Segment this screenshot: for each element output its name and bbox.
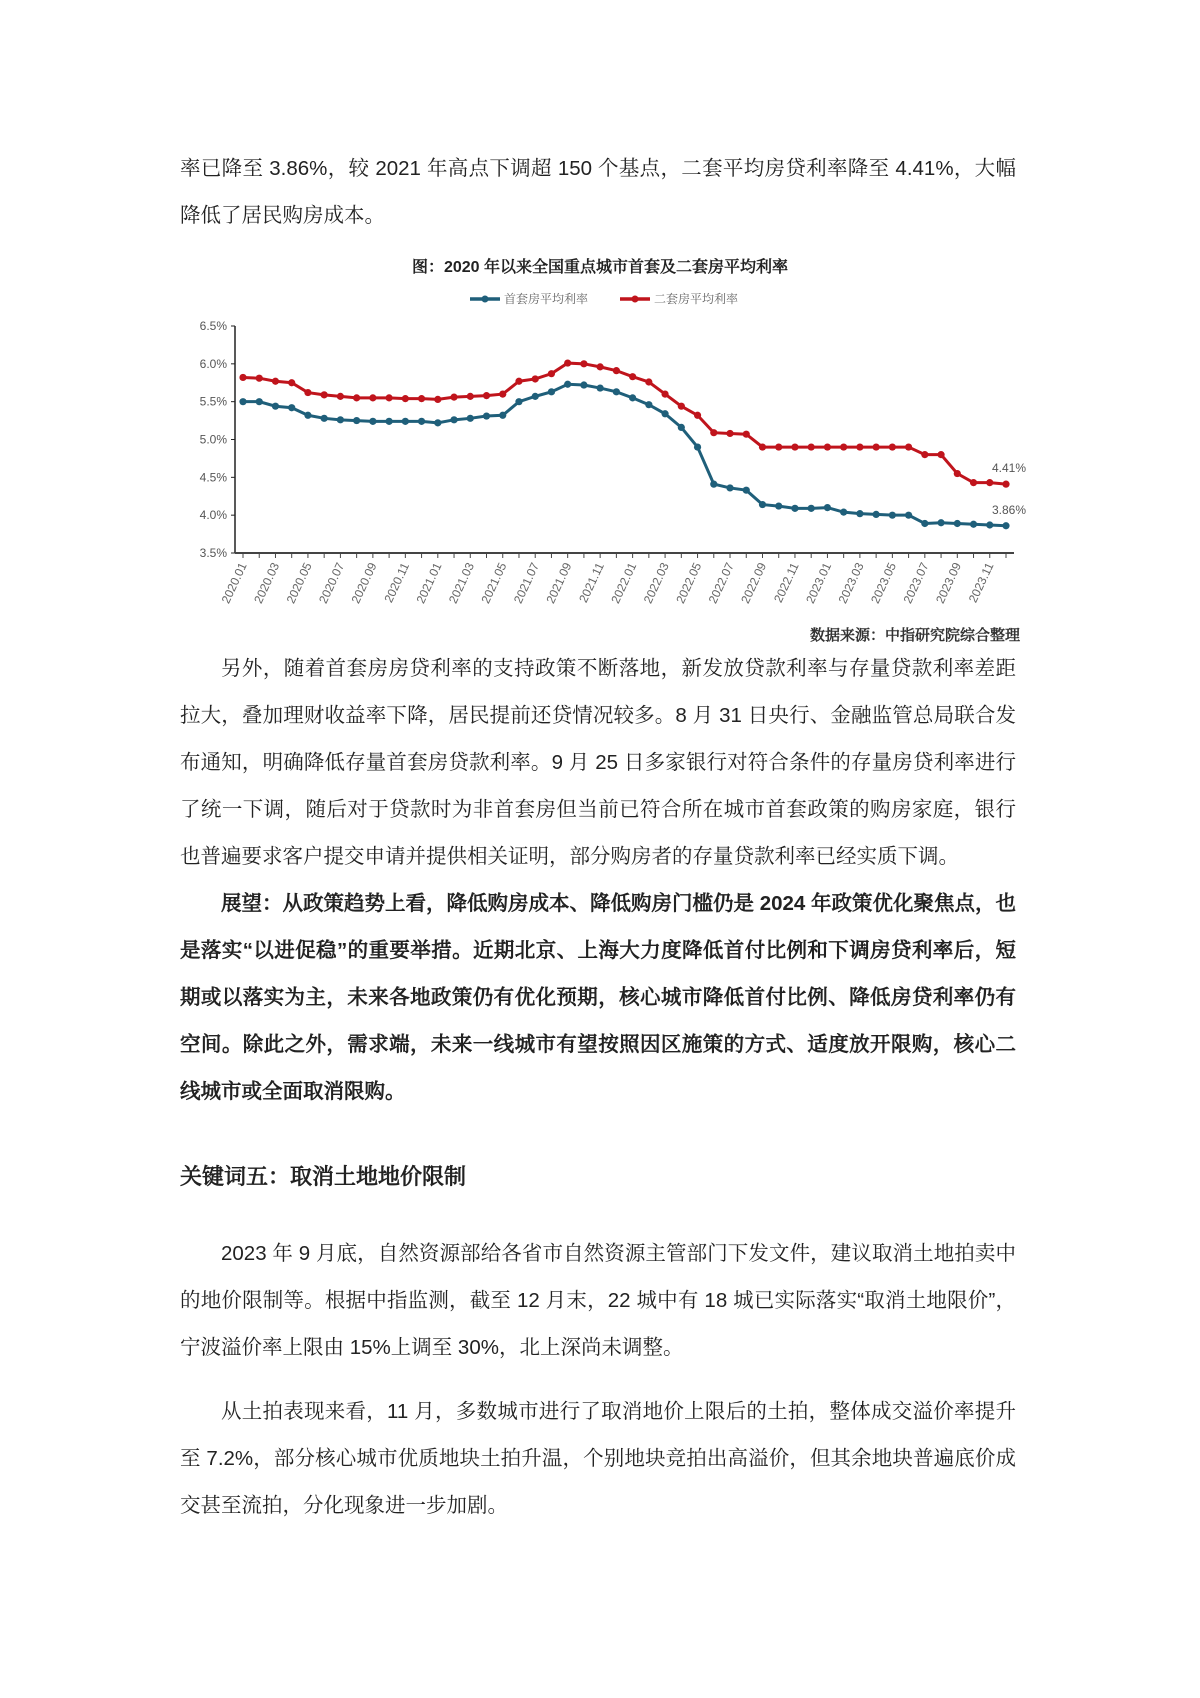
x-tick-label: 2021.01 <box>413 560 445 606</box>
data-point <box>515 398 522 405</box>
paragraph-land-policy: 2023 年 9 月底，自然资源部给各省市自然资源主管部门下发文件，建议取消土地拍卖中的地价限制等。根据中指监测，截至 12 月末，22 城中有 18 城已实际落实“取消土地限价”，宁波溢价率上限由 15%上调至 30%，北上深尚未调整。 <box>180 1242 1016 1359</box>
x-tick-label: 2021.05 <box>478 560 510 606</box>
data-point <box>645 401 652 408</box>
data-point <box>613 367 620 374</box>
legend-marker <box>482 296 489 303</box>
data-point <box>402 395 409 402</box>
x-tick-label: 2022.03 <box>640 560 672 606</box>
data-point <box>791 443 798 450</box>
data-point <box>483 392 490 399</box>
data-point <box>873 511 880 518</box>
data-point <box>824 504 831 511</box>
data-point <box>726 484 733 491</box>
data-point <box>840 509 847 516</box>
data-point <box>873 443 880 450</box>
y-tick-label: 5.5% <box>199 394 227 409</box>
data-point <box>678 424 685 431</box>
data-point <box>483 412 490 419</box>
data-point <box>613 388 620 395</box>
data-point <box>678 403 685 410</box>
data-point <box>597 384 604 391</box>
data-point <box>710 429 717 436</box>
data-point <box>970 479 977 486</box>
legend-marker <box>632 296 639 303</box>
data-point <box>256 398 263 405</box>
data-point <box>580 360 587 367</box>
data-point <box>937 451 944 458</box>
data-point <box>467 415 474 422</box>
data-point <box>532 375 539 382</box>
data-point <box>272 378 279 385</box>
data-point <box>645 378 652 385</box>
data-point <box>272 403 279 410</box>
data-point <box>288 404 295 411</box>
data-point <box>239 398 246 405</box>
data-point <box>986 479 993 486</box>
data-point <box>450 394 457 401</box>
data-point <box>759 501 766 508</box>
data-point <box>434 396 441 403</box>
legend-label: 首套房平均利率 <box>504 292 589 306</box>
data-point <box>775 502 782 509</box>
x-tick-label: 2023.07 <box>900 560 932 606</box>
data-point <box>418 418 425 425</box>
chart-axes <box>200 319 1014 606</box>
data-point <box>515 378 522 385</box>
data-point <box>954 520 961 527</box>
x-tick-label: 2023.11 <box>965 560 997 605</box>
chart-legend <box>470 291 738 306</box>
data-point <box>402 418 409 425</box>
data-point <box>791 505 798 512</box>
data-point <box>905 512 912 519</box>
x-tick-label: 2020.05 <box>283 560 315 606</box>
data-point <box>856 443 863 450</box>
data-point <box>386 418 393 425</box>
paragraph-outlook: 展望：从政策趋势上看，降低购房成本、降低购房门槛仍是 2024 年政策优化聚焦点，也是落实“以进促稳”的重要举措。近期北京、上海大力度降低首付比例和下调房贷利率后，短期或以落实为主，未来各地政策仍有优化预期，核心城市降低首付比例、降低房贷利率仍有空间。除此之外，需求端，未来一线城市有望按照因区施策的方式、适度放开限购，核心二线城市或全面取消限购。 <box>180 892 1016 1103</box>
data-point <box>564 359 571 366</box>
data-point <box>661 410 668 417</box>
x-tick-label: 2021.09 <box>543 560 575 606</box>
data-point <box>1002 481 1009 488</box>
data-point <box>304 389 311 396</box>
section-heading: 关键词五：取消土地地价限制 <box>180 1164 467 1189</box>
data-point <box>386 394 393 401</box>
x-tick-label: 2022.11 <box>771 560 802 605</box>
data-point <box>499 412 506 419</box>
data-point <box>337 393 344 400</box>
data-point <box>954 470 961 477</box>
data-point <box>353 394 360 401</box>
data-point <box>548 388 555 395</box>
data-point <box>499 391 506 398</box>
end-data-label: 3.86% <box>991 502 1026 517</box>
y-tick-label: 4.5% <box>199 470 227 485</box>
y-tick-label: 6.5% <box>199 319 227 333</box>
data-point <box>256 375 263 382</box>
end-data-label: 4.41% <box>991 461 1026 476</box>
chart-title: 图：2020 年以来全国重点城市首套及二套房平均利率 <box>411 259 789 276</box>
data-point <box>629 373 636 380</box>
x-tick-label: 2020.03 <box>251 560 283 606</box>
data-point <box>353 417 360 424</box>
data-point <box>580 381 587 388</box>
data-point <box>905 443 912 450</box>
y-tick-label: 3.5% <box>199 546 227 560</box>
x-tick-label: 2023.03 <box>835 560 867 606</box>
data-point <box>532 393 539 400</box>
data-source: 数据来源：中指研究院综合整理 <box>809 627 1020 644</box>
legend-label: 二套房平均利率 <box>654 292 739 306</box>
series-line <box>243 384 1006 525</box>
y-tick-label: 6.0% <box>199 356 227 371</box>
x-tick-label: 2021.07 <box>510 560 542 606</box>
data-point <box>288 379 295 386</box>
x-tick-label: 2022.01 <box>608 560 640 606</box>
data-point <box>548 370 555 377</box>
data-point <box>743 431 750 438</box>
x-tick-label: 2023.01 <box>803 560 835 606</box>
data-point <box>661 391 668 398</box>
x-tick-label: 2020.11 <box>381 560 413 605</box>
x-tick-label: 2020.09 <box>348 560 380 606</box>
y-tick-label: 5.0% <box>199 432 227 447</box>
x-tick-label: 2022.05 <box>673 560 705 606</box>
data-point <box>369 418 376 425</box>
data-point <box>986 521 993 528</box>
data-point <box>710 481 717 488</box>
x-tick-label: 2022.07 <box>705 560 737 606</box>
data-point <box>597 363 604 370</box>
data-point <box>321 391 328 398</box>
data-point <box>239 374 246 381</box>
paragraph-loan-adjust: 另外，随着首套房房贷利率的支持政策不断落地，新发放贷款利率与存量贷款利率差距拉大，叠加理财收益率下降，居民提前还贷情况较多。8 月 31 日央行、金融监管总局联合发布通知，明确降低存量首套房贷款利率。9 月 25 日多家银行对符合条件的存量房贷利率进行了统一下调，随后对于贷款时为非首套房但当前已符合所在城市首套政策的购房家庭，银行也普遍要求客户提交申请并提供相关证明，部分购房者的存量贷款利率已经实质下调。 <box>180 657 1016 868</box>
data-point <box>970 521 977 528</box>
x-tick-label: 2020.07 <box>316 560 348 606</box>
data-point <box>369 394 376 401</box>
data-point <box>321 415 328 422</box>
data-point <box>808 505 815 512</box>
data-point <box>726 430 733 437</box>
rate-line-chart <box>0 240 1200 630</box>
x-tick-label: 2023.09 <box>932 560 965 606</box>
data-point <box>337 416 344 423</box>
data-point <box>1002 522 1009 529</box>
x-tick-label: 2021.11 <box>576 560 607 605</box>
data-point <box>921 520 928 527</box>
data-point <box>694 412 701 419</box>
data-point <box>808 443 815 450</box>
data-point <box>418 395 425 402</box>
data-point <box>450 416 457 423</box>
data-point <box>824 443 831 450</box>
x-tick-label: 2020.01 <box>218 560 250 606</box>
data-point <box>629 394 636 401</box>
y-tick-label: 4.0% <box>199 508 227 523</box>
paragraph-land-auction: 从土拍表现来看，11 月，多数城市进行了取消地价上限后的土拍，整体成交溢价率提升至 7.2%，部分核心城市优质地块土拍升温，个别地块竞拍出高溢价，但其余地块普遍底价成交甚至流拍，分化现象进一步加剧。 <box>180 1400 1016 1517</box>
data-point <box>889 512 896 519</box>
data-point <box>889 443 896 450</box>
data-point <box>775 443 782 450</box>
x-tick-label: 2022.09 <box>738 560 770 606</box>
data-point <box>694 443 701 450</box>
data-point <box>759 443 766 450</box>
data-point <box>921 451 928 458</box>
data-point <box>564 381 571 388</box>
data-point <box>856 510 863 517</box>
chart-series <box>239 359 1026 529</box>
paragraph-rates: 率已降至 3.86%，较 2021 年高点下调超 150 个基点，二套平均房贷利率降至 4.41%，大幅降低了居民购房成本。 <box>180 157 1016 227</box>
data-point <box>434 419 441 426</box>
data-point <box>304 412 311 419</box>
data-point <box>743 487 750 494</box>
data-point <box>937 519 944 526</box>
x-tick-label: 2023.05 <box>868 560 900 606</box>
x-tick-label: 2021.03 <box>445 560 477 606</box>
data-point <box>467 393 474 400</box>
data-point <box>840 443 847 450</box>
